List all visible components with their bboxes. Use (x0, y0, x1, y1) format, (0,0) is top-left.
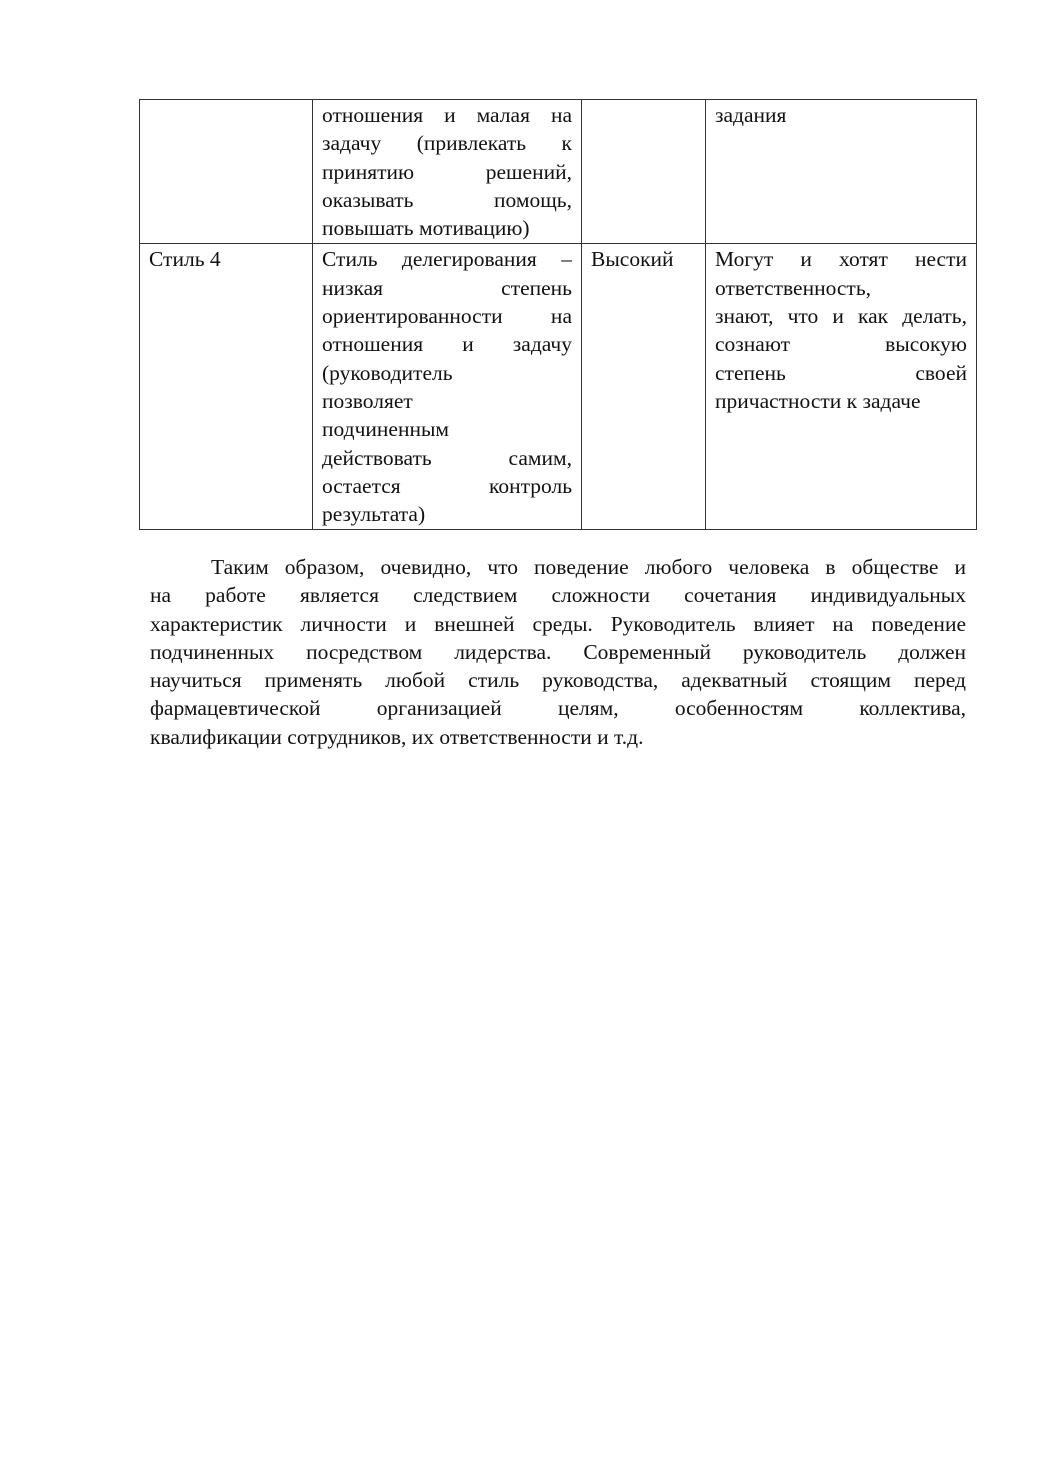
table-cell-readiness-level (582, 244, 706, 530)
cell-text-line: знают, что и как делать, (715, 304, 967, 329)
cell-text-line: оказывать помощь, (322, 187, 572, 212)
cell-text-line: задачу (привлекать к (322, 131, 572, 156)
cell-text-line: ориентированности на (322, 304, 572, 329)
cell-text-line: (руководитель (322, 360, 453, 385)
table-cell-subordinates-characteristics (706, 100, 977, 244)
cell-text-line: задания (715, 103, 787, 127)
leadership-styles-table (139, 99, 977, 530)
paragraph-line: квалификации сотрудников, их ответственности и т.д. (150, 724, 644, 749)
cell-text-line: Стиль 4 (149, 247, 221, 272)
table-cell-style-name (140, 244, 313, 530)
table-row (140, 244, 977, 530)
paragraph-line: Таким образом, очевидно, что поведение любого человека в обществе и (211, 555, 966, 579)
cell-text-line: степень своей (715, 360, 967, 385)
paragraph-line: характеристик личности и внешней среды. Руководитель влияет на поведение (150, 611, 966, 636)
cell-text-line: сознают высокую (715, 332, 967, 357)
cell-text-line: Могут и хотят нести (715, 247, 967, 272)
paragraph-line: научиться применять любой стиль руководства, адекватный стоящим перед (150, 668, 966, 693)
cell-text-line: остается контроль (322, 473, 572, 498)
cell-text-line: отношения и задачу (322, 332, 572, 357)
cell-text-line: повышать мотивацию) (322, 216, 530, 241)
cell-text-line: отношения и малая на (322, 103, 572, 127)
conclusion-paragraph (150, 553, 966, 751)
cell-text-line: ответственность, (715, 275, 872, 300)
table-row (140, 100, 977, 244)
paragraph-line: на работе является следствием сложности сочетания индивидуальных (150, 583, 966, 608)
cell-text-line: действовать самим, (322, 445, 572, 470)
table-cell-subordinates-characteristics (706, 244, 977, 530)
table-cell-style-description (313, 100, 582, 244)
cell-text-line: принятию решений, (322, 159, 572, 184)
paragraph-line: фармацевтической организацией целям, особенностям коллектива, (150, 696, 966, 721)
table-cell-readiness-level (582, 100, 706, 244)
table-cell-style-name (140, 100, 313, 244)
table-cell-style-description (313, 244, 582, 530)
paragraph-line: подчиненных посредством лидерства. Современный руководитель должен (150, 639, 966, 664)
cell-text-line: Стиль делегирования – (322, 247, 572, 272)
cell-text-line: причастности к задаче (715, 388, 921, 413)
cell-text-line: позволяет (322, 388, 413, 413)
cell-text-line: низкая степень (322, 275, 572, 300)
cell-text-line: Высокий (591, 247, 674, 272)
cell-text-line: подчиненным (322, 417, 450, 442)
cell-text-line: результата) (322, 502, 426, 527)
